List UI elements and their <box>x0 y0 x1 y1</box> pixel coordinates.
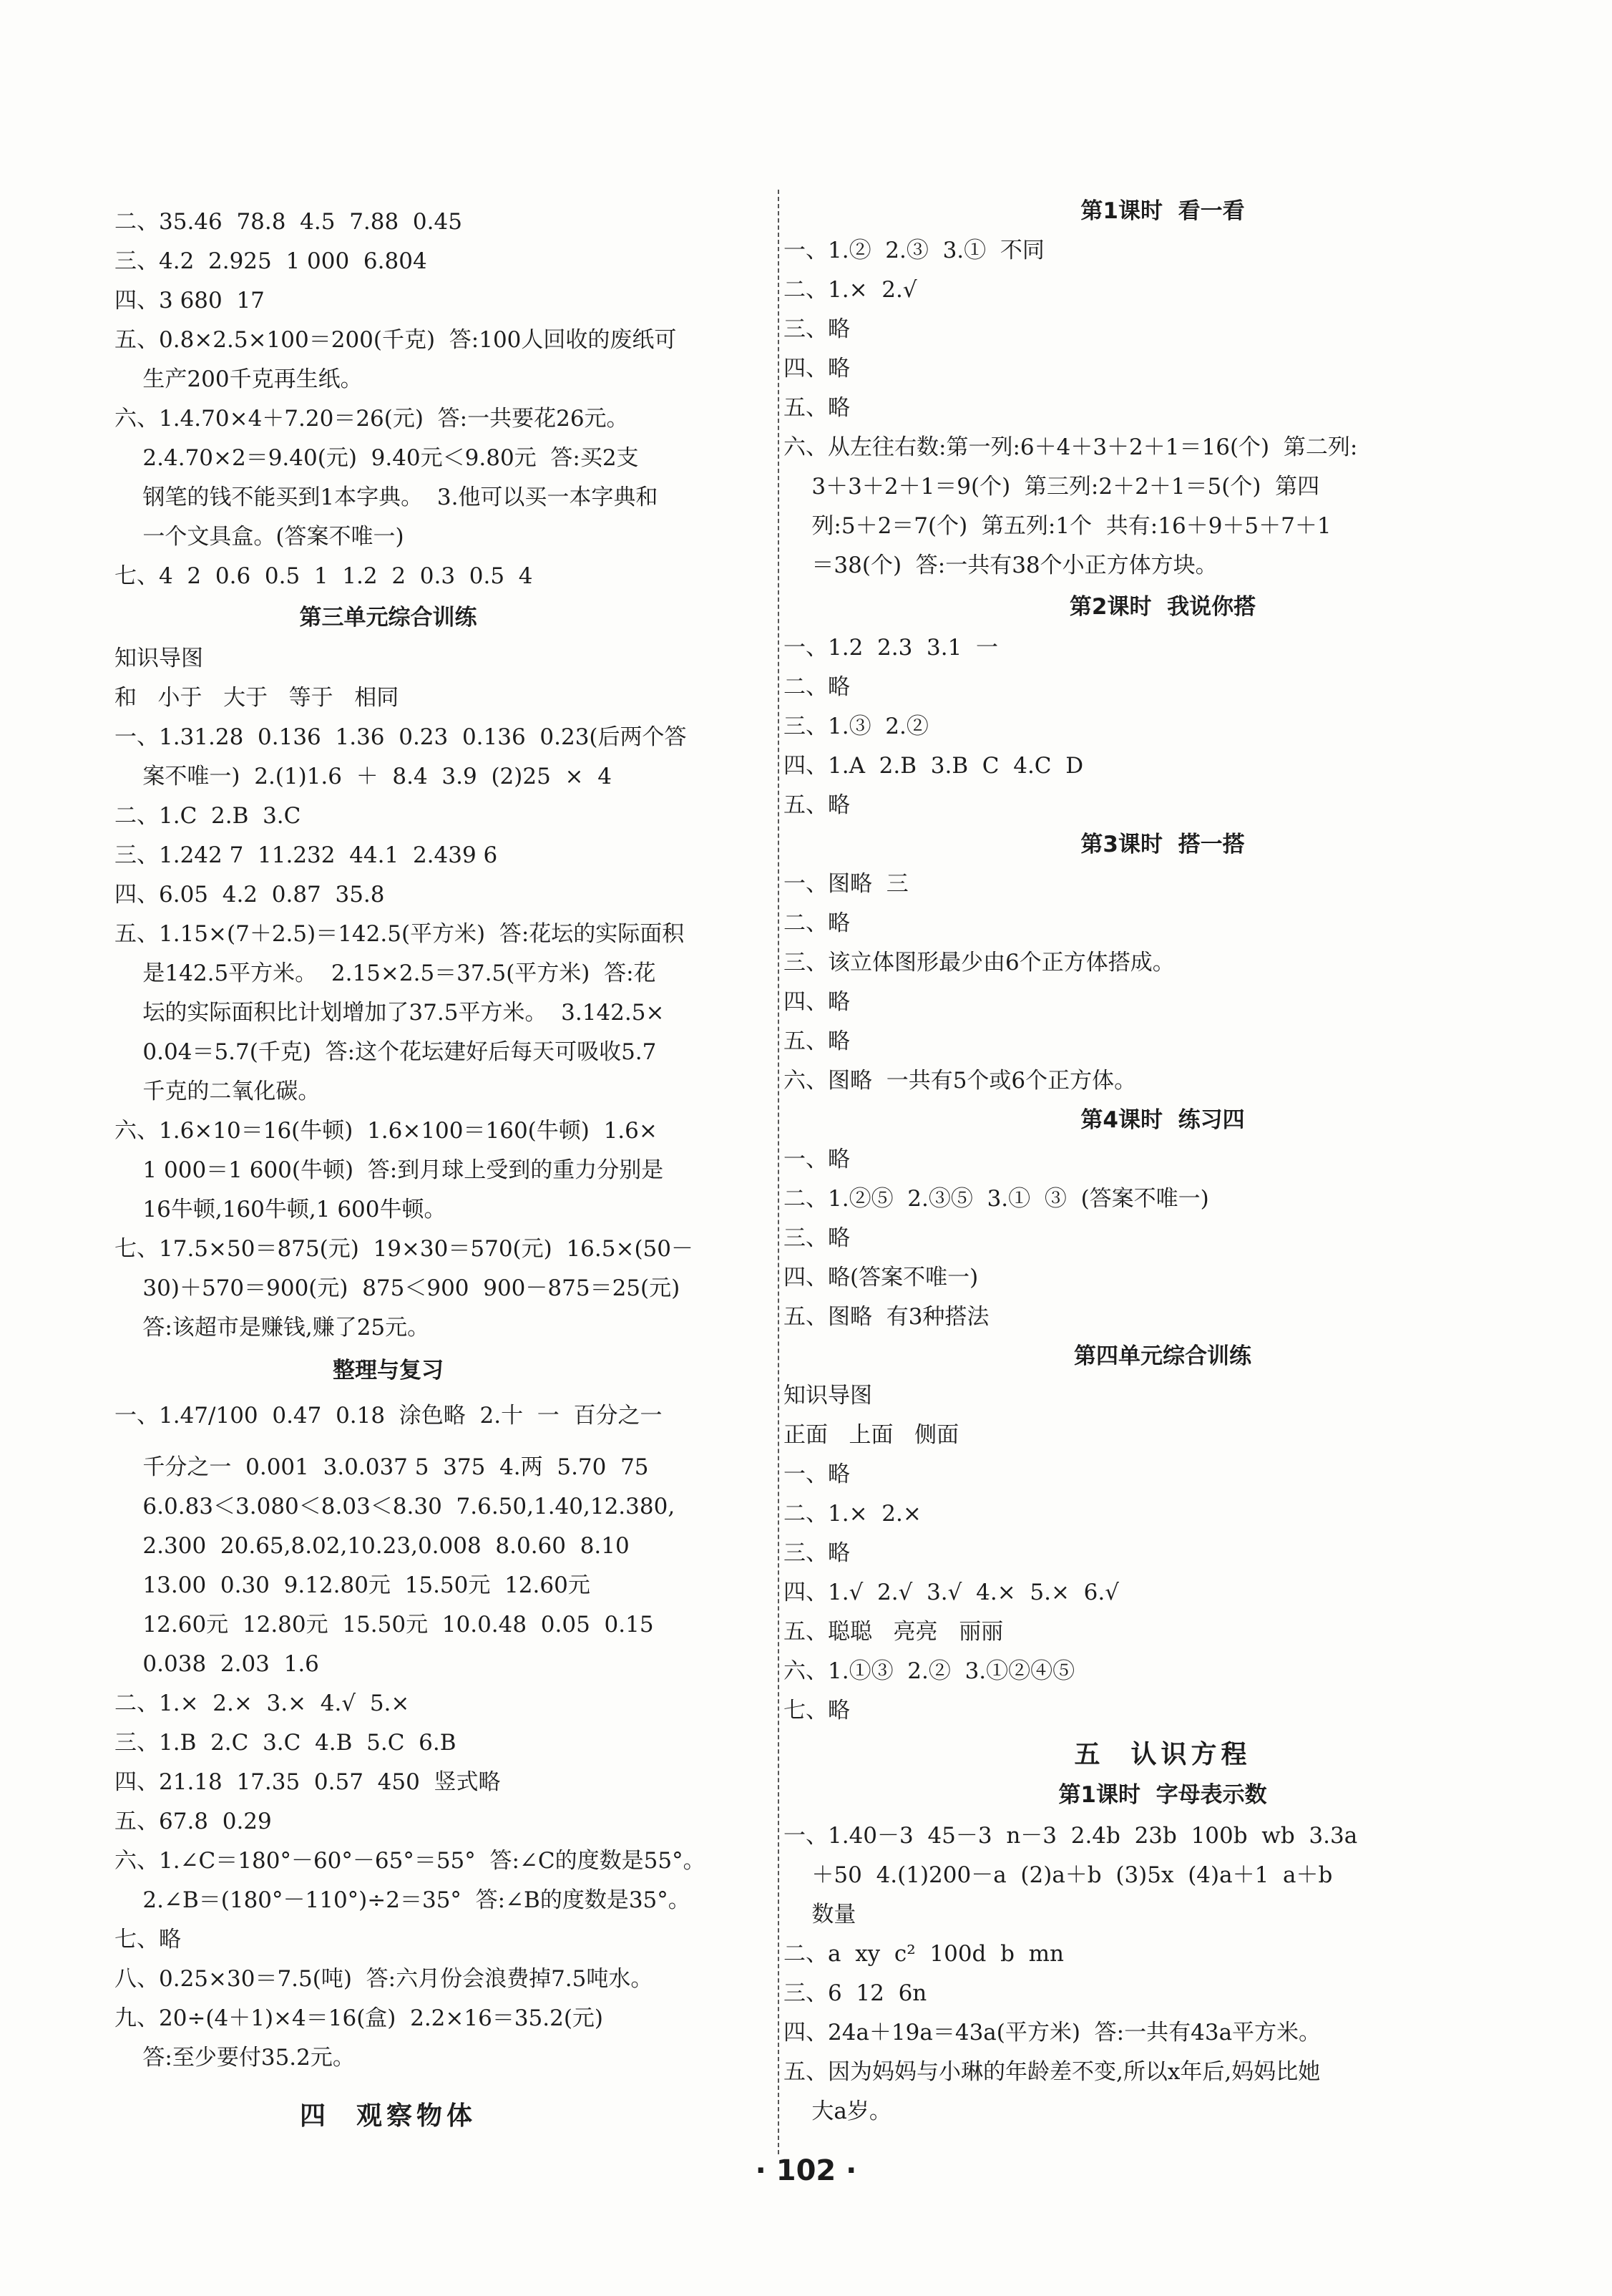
left-answer-line: 钢笔的钱不能买到1本字典。 3.他可以买一本字典和 <box>114 485 658 510</box>
right-answer-line: 二、1.× 2.√ <box>783 277 917 303</box>
left-section-heading: 第三单元综合训练 <box>299 605 477 631</box>
left-answer-line: 七、略 <box>114 1927 181 1952</box>
left-answer-line: 13.00 0.30 9.12.80元 15.50元 12.60元 <box>114 1572 590 1598</box>
right-answer-line: 五、因为妈妈与小琳的年龄差不变,所以x年后,妈妈比她 <box>783 2059 1321 2085</box>
left-answer-line: 五、0.8×2.5×100＝200(千克) 答:100人回收的废纸可 <box>114 327 677 353</box>
left-answer-line: 二、1.× 2.× 3.× 4.√ 5.× <box>114 1691 410 1716</box>
left-answer-line: 三、1.B 2.C 3.C 4.B 5.C 6.B <box>114 1730 456 1756</box>
left-answer-line: 1 000＝1 600(牛顿) 答:到月球上受到的重力分别是 <box>114 1157 664 1183</box>
right-answer-line: 三、1.③ 2.② <box>783 714 929 739</box>
right-answer-line: 六、图略 一共有5个或6个正方体。 <box>783 1068 1137 1094</box>
right-answer-line: ＋50 4.(1)200－a (2)a＋b (3)5x (4)a＋1 a＋b <box>783 1862 1333 1888</box>
left-answer-line: 四、21.18 17.35 0.57 450 竖式略 <box>114 1769 501 1795</box>
right-answer-line: 一、图略 三 <box>783 871 909 897</box>
right-answer-line: 二、略 <box>783 674 850 700</box>
left-answer-line: 六、1.∠C＝180°－60°－65°＝55° 答:∠C的度数是55°。 <box>114 1848 705 1874</box>
left-answer-line: 九、20÷(4＋1)×4＝16(盒) 2.2×16＝35.2(元) <box>114 2005 604 2031</box>
left-answer-line: 0.04＝5.7(千克) 答:这个花坛建好后每天可吸收5.7 <box>114 1039 657 1065</box>
left-answer-line: 2.300 20.65,8.02,10.23,0.008 8.0.60 8.10 <box>114 1533 630 1559</box>
right-answer-line: 三、略 <box>783 1540 850 1566</box>
left-answer-line: 2.∠B＝(180°－110°)÷2＝35° 答:∠B的度数是35°。 <box>114 1887 690 1913</box>
right-answer-line: 二、1.②⑤ 2.③⑤ 3.① ③ (答案不唯一) <box>783 1186 1209 1212</box>
right-answer-line: 六、从左往右数:第一列:6＋4＋3＋2＋1＝16(个) 第二列: <box>783 434 1358 460</box>
left-answer-line: 一、1.31.28 0.136 1.36 0.23 0.136 0.23(后两个答 <box>114 724 687 750</box>
left-answer-line: 答:至少要付35.2元。 <box>114 2045 355 2071</box>
left-answer-line: 二、1.C 2.B 3.C <box>114 803 301 829</box>
right-answer-line: 数量 <box>783 1902 856 1927</box>
right-answer-line: 二、a xy c² 100d b mn <box>783 1941 1065 1967</box>
left-answer-line: 知识导图 <box>114 646 203 671</box>
left-answer-line: 二、35.46 78.8 4.5 7.88 0.45 <box>114 209 462 235</box>
left-answer-line: 一、1.47/100 0.47 0.18 涂色略 2.十 一 百分之一 <box>114 1403 663 1429</box>
left-section-heading: 整理与复习 <box>333 1358 444 1383</box>
left-answer-line: 七、4 2 0.6 0.5 1 1.2 2 0.3 0.5 4 <box>114 563 533 589</box>
right-answer-line: 三、该立体图形最少由6个正方体搭成。 <box>783 950 1175 976</box>
left-answer-line: 千分之一 0.001 3.0.037 5 375 4.两 5.70 75 <box>114 1454 649 1480</box>
left-answer-line: 四、6.05 4.2 0.87 35.8 <box>114 882 385 908</box>
right-answer-line: 一、略 <box>783 1461 850 1487</box>
right-answer-line: 四、1.A 2.B 3.B C 4.C D <box>783 753 1084 779</box>
right-answer-line: 一、1.2 2.3 3.1 一 <box>783 635 999 661</box>
right-answer-line: 七、略 <box>783 1698 850 1723</box>
left-answer-line: 一个文具盒。(答案不唯一) <box>114 524 404 550</box>
left-answer-line: 四、3 680 17 <box>114 288 265 313</box>
right-answer-line: 四、略(答案不唯一) <box>783 1265 979 1290</box>
right-answer-line: 四、24a＋19a＝43a(平方米) 答:一共有43a平方米。 <box>783 2020 1322 2046</box>
right-answer-line: ＝38(个) 答:一共有38个小正方体方块。 <box>783 553 1218 578</box>
right-answer-line: 大a岁。 <box>783 2098 892 2124</box>
left-answer-line: 八、0.25×30＝7.5(吨) 答:六月份会浪费掉7.5吨水。 <box>114 1966 653 1992</box>
right-answer-line: 一、1.40－3 45－3 n－3 2.4b 23b 100b wb 3.3a <box>783 1823 1358 1849</box>
left-answer-line: 案不唯一) 2.(1)1.6 ＋ 8.4 3.9 (2)25 × 4 <box>114 764 612 789</box>
right-answer-line: 四、1.√ 2.√ 3.√ 4.× 5.× 6.√ <box>783 1580 1119 1605</box>
left-answer-line: 生产200千克再生纸。 <box>114 366 363 392</box>
left-answer-line: 千克的二氧化碳。 <box>114 1079 321 1104</box>
right-answer-line: 三、略 <box>783 316 850 342</box>
right-section-heading: 第四单元综合训练 <box>1074 1343 1251 1369</box>
column-divider <box>778 190 779 2154</box>
left-answer-line: 6.0.83＜3.080＜8.03＜8.30 7.6.50,1.40,12.380, <box>114 1494 675 1519</box>
right-answer-line: 三、略 <box>783 1225 850 1251</box>
left-answer-line: 五、67.8 0.29 <box>114 1809 272 1834</box>
left-answer-line: 三、4.2 2.925 1 000 6.804 <box>114 248 427 274</box>
left-answer-line: 七、17.5×50＝875(元) 19×30＝570(元) 16.5×(50－ <box>114 1236 693 1262</box>
right-answer-line: 五、图略 有3种搭法 <box>783 1304 990 1330</box>
right-section-heading: 第3课时 搭一搭 <box>1080 832 1245 857</box>
left-answer-line: 2.4.70×2＝9.40(元) 9.40元＜9.80元 答:买2支 <box>114 445 639 471</box>
left-answer-line: 12.60元 12.80元 15.50元 10.0.48 0.05 0.15 <box>114 1612 654 1638</box>
right-answer-line: 六、1.①③ 2.② 3.①②④⑤ <box>783 1658 1075 1684</box>
right-answer-line: 五、略 <box>783 395 850 421</box>
right-answer-line: 三、6 12 6n <box>783 1980 927 2006</box>
left-answer-line: 和 小于 大于 等于 相同 <box>114 685 399 711</box>
right-answer-line: 五、略 <box>783 1028 850 1054</box>
right-section-heading: 五 认识方程 <box>1074 1740 1251 1769</box>
right-section-heading: 第2课时 我说你搭 <box>1069 594 1256 620</box>
right-answer-line: 四、略 <box>783 989 850 1015</box>
right-section-heading: 第1课时 看一看 <box>1080 198 1245 224</box>
right-answer-line: 列:5＋2＝7(个) 第五列:1个 共有:16＋9＋5＋7＋1 <box>783 513 1332 539</box>
right-section-heading: 第4课时 练习四 <box>1080 1107 1245 1133</box>
right-section-heading: 第1课时 字母表示数 <box>1058 1782 1267 1808</box>
right-answer-line: 正面 上面 侧面 <box>783 1422 959 1448</box>
right-answer-line: 二、1.× 2.× <box>783 1501 922 1527</box>
left-answer-line: 坛的实际面积比计划增加了37.5平方米。 3.142.5× <box>114 1000 665 1026</box>
left-answer-line: 五、1.15×(7＋2.5)＝142.5(平方米) 答:花坛的实际面积 <box>114 921 685 947</box>
right-answer-line: 四、略 <box>783 356 850 381</box>
right-answer-line: 3＋3＋2＋1＝9(个) 第三列:2＋2＋1＝5(个) 第四 <box>783 474 1320 500</box>
left-answer-line: 六、1.4.70×4＋7.20＝26(元) 答:一共要花26元。 <box>114 406 629 432</box>
left-answer-line: 0.038 2.03 1.6 <box>114 1651 319 1677</box>
left-answer-line: 三、1.242 7 11.232 44.1 2.439 6 <box>114 842 498 868</box>
left-answer-line: 16牛顿,160牛顿,1 600牛顿。 <box>114 1197 446 1222</box>
right-answer-line: 一、略 <box>783 1147 850 1172</box>
page-number: · 102 · <box>755 2154 857 2187</box>
left-section-heading: 四 观察物体 <box>299 2101 477 2131</box>
right-answer-line: 知识导图 <box>783 1383 872 1409</box>
right-answer-line: 二、略 <box>783 910 850 936</box>
left-answer-line: 六、1.6×10＝16(牛顿) 1.6×100＝160(牛顿) 1.6× <box>114 1118 658 1144</box>
right-answer-line: 一、1.② 2.③ 3.① 不同 <box>783 238 1045 263</box>
left-answer-line: 是142.5平方米。 2.15×2.5＝37.5(平方米) 答:花 <box>114 960 656 986</box>
right-answer-line: 五、聪聪 亮亮 丽丽 <box>783 1619 1004 1645</box>
right-answer-line: 五、略 <box>783 792 850 818</box>
left-answer-line: 30)＋570＝900(元) 875＜900 900－875＝25(元) <box>114 1275 680 1301</box>
left-answer-line: 答:该超市是赚钱,赚了25元。 <box>114 1315 430 1341</box>
